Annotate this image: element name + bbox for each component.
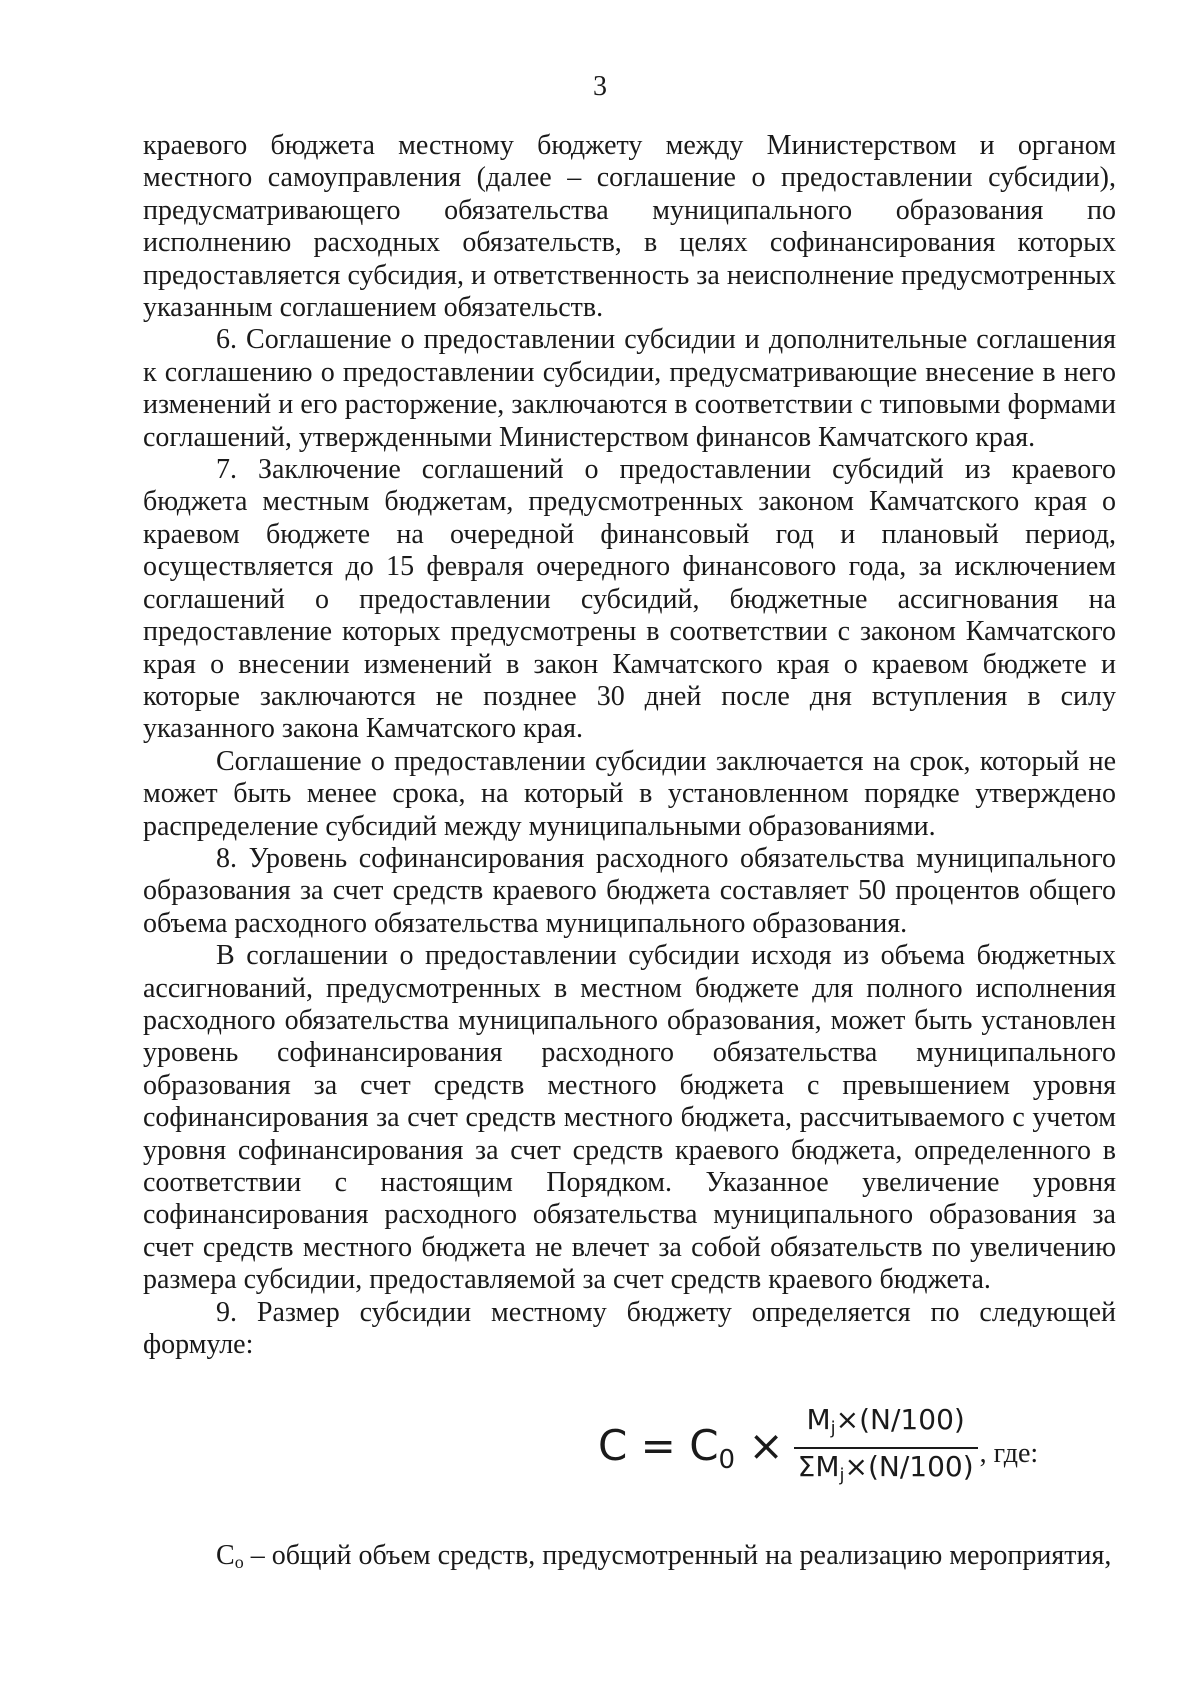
formula-denominator: $\Sigma M_j\times(N/100)$	[794, 1447, 978, 1494]
paragraph-cofinancing: В соглашении о предоставлении субсидии исходя из объема бюджетных ассигнований, предусмотренных в местном бюджете для полного исполнения расходного обязательства муниципального образования, может быть установлен уровень софинансирования расходного обязательства муниципального образования за счет средств местного бюджета с превышением уровня софинансирования за счет средств местного бюджета, рассчитываемого с учетом уровня софинансирования за счет средств краевого бюджета, определенного в соответствии с настоящим Порядком. Указанное увеличение уровня софинансирования расходного обязательства муниципального образования за счет средств местного бюджета не влечет за собой обязательств по увеличению размера субсидии, предоставляемой за счет средств краевого бюджета.	[143, 940, 1116, 1296]
paragraph-agreement-term: Соглашение о предоставлении субсидии заключается на срок, который не может быть менее срока, на который в установленном порядке утверждено распределение субсидий между муниципальными образованиями.	[143, 745, 1116, 842]
formula-block	[143, 1393, 1116, 1503]
page-number: 3	[593, 71, 607, 102]
formula-numerator: $M_j\times(N/100)$	[806, 1403, 965, 1439]
paragraph-item-6: 6. Соглашение о предоставлении субсидии и дополнительные соглашения к соглашению о предоставлении субсидии, предусматривающие внесение в него изменений и его расторжение, заключаются в соответствии с типовыми формами соглашений, утвержденными Министерством финансов Камчатского края.	[143, 324, 1116, 453]
formula-fraction	[794, 1402, 978, 1494]
paragraph-item-9: 9. Размер субсидии местному бюджету определяется по следующей формуле:	[143, 1296, 1116, 1361]
definition-c0: $C_о$ – общий объем средств, предусмотренный на реализацию мероприятия,	[216, 1540, 1112, 1572]
subsidy-formula	[598, 1393, 1038, 1503]
body-text	[143, 130, 1116, 1361]
paragraph-item-7: 7. Заключение соглашений о предоставлении субсидий из краевого бюджета местным бюджетам, предусмотренных законом Камчатского края о краевом бюджете на очередной финансовый год и плановый период, осуществляется до 15 февраля очередного финансового года, за исключением соглашений о предоставлении субсидий, бюджетные ассигнования на предоставление которых предусмотрены в соответствии с законом Камчатского края о внесении изменений в закон Камчатского края о краевом бюджете и которые заключаются не позднее 30 дней после дня вступления в силу указанного закона Камчатского края.	[143, 454, 1116, 745]
formula-where: , где:	[979, 1438, 1039, 1469]
paragraph-continuation: краевого бюджета местному бюджету между Министерством и органом местного самоуправления (далее – соглашение о предоставлении субсидии), предусматривающего обязательства муниципального образования по исполнению расходных обязательств, в целях софинансирования которых предоставляется субсидия, и ответственность за неисполнение предусмотренных указанным соглашением обязательств.	[143, 130, 1116, 324]
formula-lhs: $C = C_0$ ×	[598, 1421, 784, 1475]
paragraph-item-8: 8. Уровень софинансирования расходного обязательства муниципального образования за счет средств краевого бюджета составляет 50 процентов общего объема расходного обязательства муниципального образования.	[143, 842, 1116, 939]
